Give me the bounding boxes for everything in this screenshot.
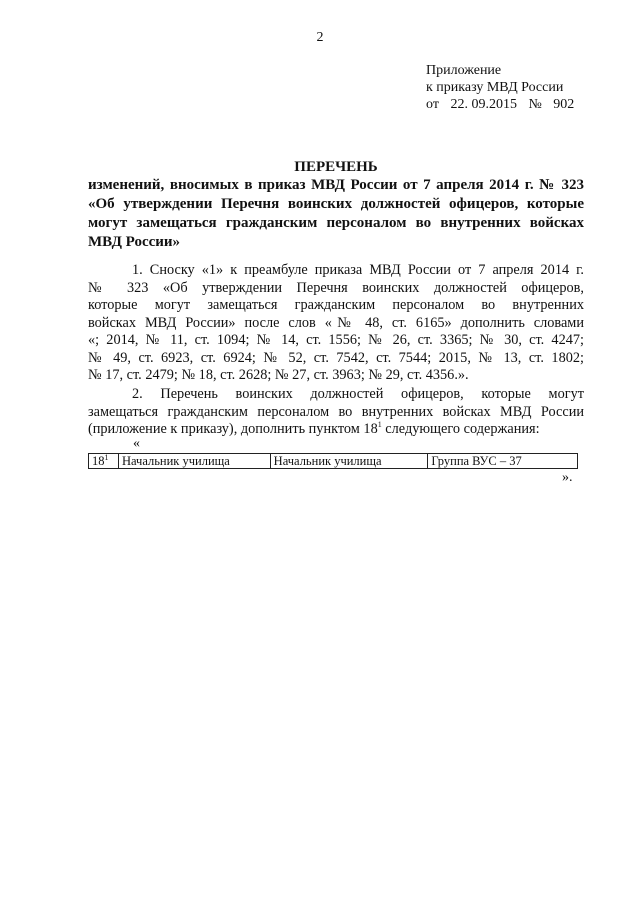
table-cell: Начальник училища (270, 454, 428, 469)
subtitle-line: изменений, вносимых в приказ МВД России от 7 апреля 2014 г. № 323 (88, 177, 584, 193)
paragraph-line: которые могут замещаться гражданским персоналом во внутренних (88, 297, 584, 313)
paragraph-line: замещаться гражданским персоналом во внутренних войсках МВД России (88, 403, 584, 420)
paragraph-line: № 49, ст. 6923, ст. 6924; № 52, ст. 7542, ст. 7544; 2015, № 13, ст. 1802; (88, 349, 584, 366)
paragraph-line: «; 2014, № 11, ст. 1094; № 14, ст. 1556; № 26, ст. 3365; № 30, ст. 4247; (88, 332, 584, 348)
appendix-number-sign: № (528, 97, 542, 112)
subtitle-line: могут замещаться гражданским персоналом во внутренних войсках (88, 215, 584, 231)
paragraph-1 (88, 262, 584, 385)
document-title: ПЕРЕЧЕНЬ (294, 159, 378, 175)
superscript: 1 (104, 452, 109, 462)
paragraph-2 (88, 386, 584, 439)
paragraph-line: № 323 «Об утверждении Перечня воинских должностей офицеров, (88, 279, 584, 296)
paragraph-line: № 17, ст. 2479; № 18, ст. 2628; № 27, ст. 3963; № 29, ст. 4356.». (88, 367, 469, 383)
subtitle-line: «Об утверждении Перечня воинских должностей офицеров, которые (88, 196, 584, 212)
document-subtitle (88, 176, 584, 252)
table-cell: Начальник училища (118, 454, 270, 469)
superscript: 1 (377, 420, 382, 430)
table-cell-number: $18^1$ (89, 454, 119, 469)
close-quote: ». (562, 470, 573, 485)
paragraph-line: 2. Перечень воинских должностей офицеров, которые могут (132, 386, 584, 402)
paragraph-text: (приложение к приказу), дополнить пунктом 18 (88, 421, 378, 437)
appendix-line1: Приложение (426, 63, 502, 78)
paragraph-line: войсках МВД России» после слов «№ 48, ст. 6165» дополнить словами (88, 314, 584, 331)
table-cell: Группа ВУС – 37 (428, 454, 578, 469)
paragraph-line (88, 421, 584, 439)
table-row (89, 454, 578, 469)
paragraph-line: 1. Сноску «1» к преамбуле приказа МВД России от 7 апреля 2014 г. (132, 262, 584, 278)
paragraph-text: следующего содержания: (381, 421, 540, 437)
page-number: 2 (316, 30, 324, 45)
appendix-number: 902 (553, 97, 575, 112)
open-quote: « (133, 436, 140, 451)
insert-table (88, 453, 578, 469)
subtitle-line: МВД России» (88, 234, 181, 250)
appendix-date-prefix: от (426, 97, 439, 112)
appendix-block (426, 62, 574, 113)
appendix-date: 22. 09.2015 (450, 97, 517, 112)
appendix-date-line (426, 96, 574, 113)
appendix-line2: к приказу МВД России (426, 80, 564, 95)
